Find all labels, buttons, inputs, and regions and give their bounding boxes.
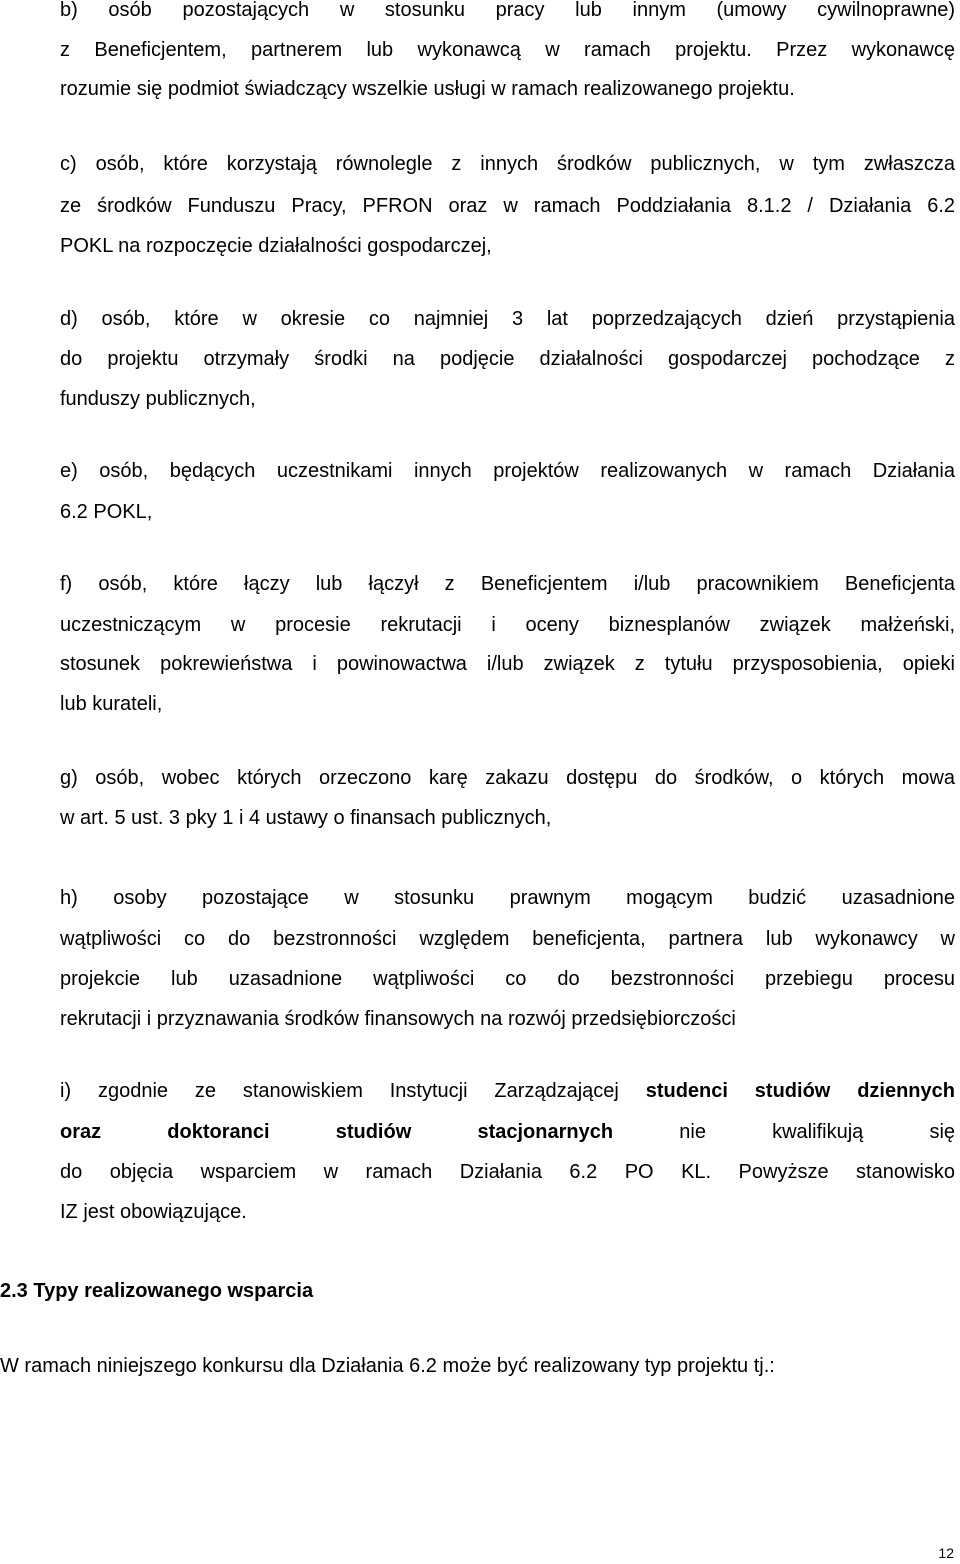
page-number: 12 xyxy=(938,1545,954,1561)
item-h-line-3: projekcie lub uzasadnione wątpliwości co do bezstronności przebiegu procesu xyxy=(60,968,955,990)
item-f-line-4: lub kurateli, xyxy=(60,693,163,715)
item-d-line-1: d) osób, które w okresie co najmniej 3 lat poprzedzających dzień przystąpienia xyxy=(60,308,955,330)
item-i-line-2-normal: nie kwalifikują się xyxy=(679,1121,956,1143)
item-i-line-1 xyxy=(60,1079,955,1103)
item-i-line-1-normal: i) zgodnie ze stanowiskiem Instytucji Zarządzającej xyxy=(60,1080,619,1102)
item-i-line-2 xyxy=(60,1120,955,1144)
item-f-line-3: stosunek pokrewieństwa i powinowactwa i/lub związek z tytułu przysposobienia, opieki xyxy=(60,653,955,675)
item-h-line-4: rekrutacji i przyznawania środków finansowych na rozwój przedsiębiorczości xyxy=(60,1008,736,1030)
item-d-line-3: funduszy publicznych, xyxy=(60,388,256,410)
item-e-line-2: 6.2 POKL, xyxy=(60,501,153,523)
item-c-line-3: POKL na rozpoczęcie działalności gospodarczej, xyxy=(60,235,492,257)
item-f-line-2: uczestniczącym w procesie rekrutacji i oceny biznesplanów związek małżeński, xyxy=(60,614,955,636)
section-intro: W ramach niniejszego konkursu dla Działania 6.2 może być realizowany typ projektu tj.: xyxy=(0,1355,775,1377)
item-g-line-1: g) osób, wobec których orzeczono karę zakazu dostępu do środków, o których mowa xyxy=(60,767,955,789)
item-h-line-1: h) osoby pozostające w stosunku prawnym mogącym budzić uzasadnione xyxy=(60,887,955,909)
item-g-line-2: w art. 5 ust. 3 pky 1 i 4 ustawy o finansach publicznych, xyxy=(60,807,552,829)
item-b-line-3: rozumie się podmiot świadczący wszelkie usługi w ramach realizowanego projektu. xyxy=(60,78,795,100)
item-i-line-2-bold: oraz doktoranci studiów stacjonarnych xyxy=(60,1121,614,1143)
item-e-line-1: e) osób, będących uczestnikami innych projektów realizowanych w ramach Działania xyxy=(60,460,955,482)
item-h-line-2: wątpliwości co do bezstronności względem beneficjenta, partnera lub wykonawcy w xyxy=(60,928,955,950)
item-b-line-1: b) osób pozostających w stosunku pracy lub innym (umowy cywilnoprawne) xyxy=(60,0,955,21)
item-d-line-2: do projektu otrzymały środki na podjęcie działalności gospodarczej pochodzące z xyxy=(60,348,955,370)
item-i-line-1-bold: studenci studiów dziennych xyxy=(645,1080,955,1102)
item-i-line-4: IZ jest obowiązujące. xyxy=(60,1201,247,1223)
item-i-line-3: do objęcia wsparciem w ramach Działania 6.2 PO KL. Powyższe stanowisko xyxy=(60,1161,955,1183)
item-b-line-2: z Beneficjentem, partnerem lub wykonawcą w ramach projektu. Przez wykonawcę xyxy=(60,39,955,61)
item-c-line-2: ze środków Funduszu Pracy, PFRON oraz w ramach Poddziałania 8.1.2 / Działania 6.2 xyxy=(60,195,955,217)
item-c-line-1: c) osób, które korzystają równolegle z innych środków publicznych, w tym zwłaszcza xyxy=(60,153,955,175)
item-f-line-1: f) osób, które łączy lub łączył z Beneficjentem i/lub pracownikiem Beneficjenta xyxy=(60,573,955,595)
section-heading: 2.3 Typy realizowanego wsparcia xyxy=(0,1280,314,1302)
